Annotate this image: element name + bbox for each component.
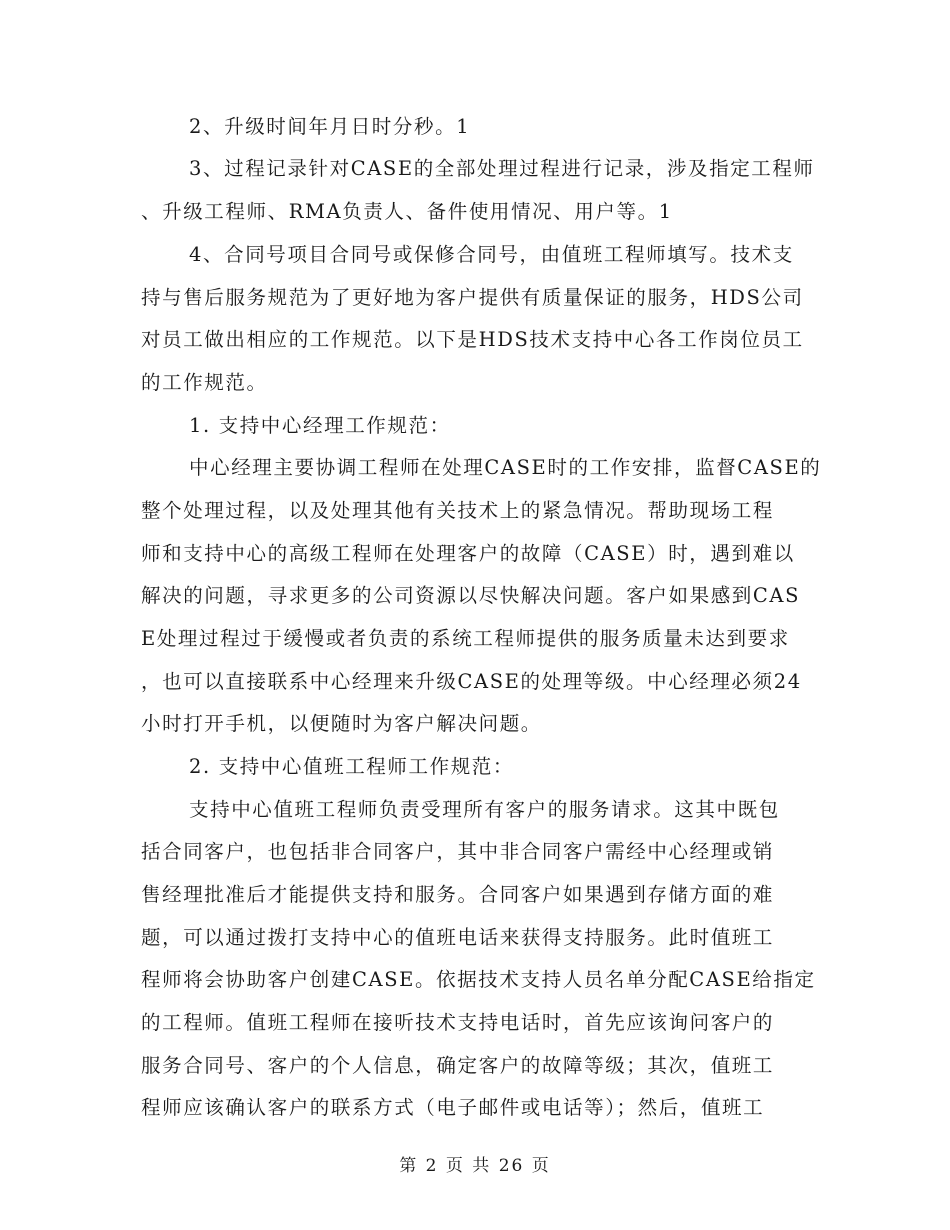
text-line: 题，可以通过拨打支持中心的值班电话来获得支持服务。此时值班工 <box>141 926 775 949</box>
text-line: 师和支持中心的高级工程师在处理客户的故障（CASE）时，遇到难以 <box>141 542 795 565</box>
text-line: ，也可以直接联系中心经理来升级CASE的处理等级。中心经理必须24 <box>141 670 802 693</box>
section-heading: 2. 支持中心值班工程师工作规范： <box>189 755 515 778</box>
text-line: 支持中心值班工程师负责受理所有客户的服务请求。这其中既包 <box>189 798 780 821</box>
section-heading: 1. 支持中心经理工作规范： <box>189 414 451 437</box>
text-line: 2、升级时间年月日时分秒。1 <box>189 115 471 138</box>
text-line: 4、合同号项目合同号或保修合同号，由值班工程师填写。技术支 <box>189 243 794 266</box>
text-line: E处理过程过于缓慢或者负责的系统工程师提供的服务质量未达到要求 <box>141 627 790 650</box>
text-line: 小时打开手机，以便随时为客户解决问题。 <box>141 712 542 735</box>
text-line: 、升级工程师、RMA负责人、备件使用情况、用户等。1 <box>141 200 673 223</box>
text-line: 中心经理主要协调工程师在处理CASE时的工作安排，监督CASE的 <box>189 456 822 479</box>
text-line: 服务合同号、客户的个人信息，确定客户的故障等级；其次，值班工 <box>141 1054 775 1077</box>
text-line: 对员工做出相应的工作规范。以下是HDS技术支持中心各工作岗位员工 <box>141 328 804 351</box>
text-line: 的工作规范。 <box>141 371 268 394</box>
text-line: 的工程师。值班工程师在接听技术支持电话时，首先应该询问客户的 <box>141 1011 775 1034</box>
text-line: 持与售后服务规范为了更好地为客户提供有质量保证的服务，HDS公司 <box>141 286 804 309</box>
page-footer: 第 2 页 共 26 页 <box>399 1156 551 1176</box>
text-line: 程师将会协助客户创建CASE。依据技术支持人员名单分配CASE给指定 <box>141 968 816 991</box>
text-line: 程师应该确认客户的联系方式（电子邮件或电话等）；然后，值班工 <box>141 1096 765 1119</box>
text-line: 售经理批准后才能提供支持和服务。合同客户如果遇到存储方面的难 <box>141 883 775 906</box>
text-line: 3、过程记录针对CASE的全部处理过程进行记录，涉及指定工程师 <box>189 157 815 180</box>
text-line: 解决的问题，寻求更多的公司资源以尽快解决问题。客户如果感到CAS <box>141 584 801 607</box>
text-line: 整个处理过程，以及处理其他有关技术上的紧急情况。帮助现场工程 <box>141 499 775 522</box>
text-line: 括合同客户，也包括非合同客户，其中非合同客户需经中心经理或销 <box>141 840 775 863</box>
